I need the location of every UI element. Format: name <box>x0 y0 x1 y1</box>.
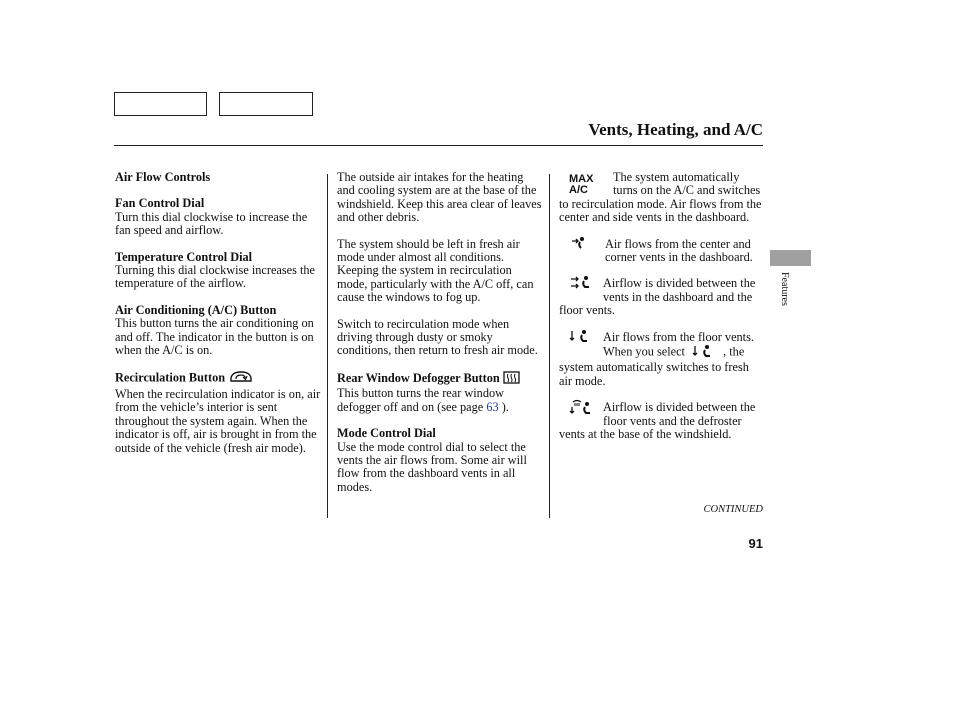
recirculation-icon <box>228 370 254 387</box>
dash-vent-block <box>559 238 763 265</box>
floor-vent-inline-icon <box>692 344 712 361</box>
floor-vent-block <box>559 331 763 389</box>
mode-text: Use the mode control dial to select the vents the air flows from. Some air will flow from the dashboard vents in all modes. <box>337 439 527 494</box>
floor-vent-text: Air flows from the floor vents. When you select , the system automatically switches to fresh air mode. <box>559 329 754 388</box>
defog-text: This button turns the rear window defogger off and on (see page 63 ). <box>337 386 509 414</box>
recirc-heading: Recirculation Button <box>115 370 321 387</box>
intake-text: The outside air intakes for the heating and cooling system are at the base of the windshield. Keep this area clear of leaves and other debris. <box>337 170 542 225</box>
column-3 <box>559 171 763 442</box>
floor-defrost-block <box>559 401 763 441</box>
title-rule <box>114 145 763 146</box>
recirc-advice-text: Switch to recirculation mode when driving through dusty or smoky conditions, then return to fresh air mode. <box>337 316 538 358</box>
fan-heading: Fan Control Dial <box>115 196 205 211</box>
fresh-air-text: The system should be left in fresh air mode under almost all conditions. Keeping the system in recirculation mode, particularly with the A/C off, can cause the windows to fog up. <box>337 236 534 305</box>
column-divider-2 <box>549 174 550 518</box>
column-divider-1 <box>327 174 328 518</box>
floor-vent-icon <box>569 329 589 346</box>
fan-text: Turn this dial clockwise to increase the fan speed and airflow. <box>115 209 308 238</box>
bilevel-vent-icon <box>569 275 591 292</box>
features-side-tab[interactable] <box>770 250 811 266</box>
dash-vent-text: Air flows from the center and corner vents in the dashboard. <box>605 236 753 265</box>
column-2 <box>337 171 543 494</box>
mode-heading: Mode Control Dial <box>337 426 436 441</box>
ac-text: This button turns the air conditioning on and off. The indicator in the button is on when the A/C is on. <box>115 316 314 358</box>
floor-defrost-icon <box>569 399 593 418</box>
section-heading: Air Flow Controls <box>115 170 211 184</box>
temp-heading: Temperature Control Dial <box>115 249 253 264</box>
max-ac-text: The system automatically turns on the A/C and switches to recirculation mode. Air flows from the center and side vents in the dashboard. <box>559 170 762 225</box>
temp-text: Turning this dial clockwise increases the temperature of the airflow. <box>115 263 316 291</box>
max-ac-icon: MAX A/C <box>569 173 594 196</box>
continued-label: CONTINUED <box>703 504 763 515</box>
rear-defogger-icon <box>503 371 520 387</box>
nav-box-1[interactable] <box>114 92 207 116</box>
dash-vent-icon <box>571 236 587 253</box>
nav-box-2[interactable] <box>219 92 313 116</box>
column-1 <box>115 171 321 455</box>
features-side-label: Features <box>779 272 790 306</box>
page-number: 91 <box>748 536 763 551</box>
ac-heading: Air Conditioning (A/C) Button <box>115 302 277 317</box>
page-link-63[interactable]: 63 <box>486 399 499 414</box>
max-ac-block <box>559 171 763 225</box>
defog-heading: Rear Window Defogger Button <box>337 371 543 387</box>
recirc-text: When the recirculation indicator is on, air from the vehicle’s interior is sent throughout the system again. When the indicator is off, air is brought in from the outside of the vehicle (fresh air mode). <box>115 386 321 455</box>
bilevel-text: Airflow is divided between the vents in the dashboard and the floor vents. <box>559 276 756 318</box>
page-title: Vents, Heating, and A/C <box>588 120 763 139</box>
floor-defrost-text: Airflow is divided between the floor vents and the defroster vents at the base of the windshield. <box>559 400 756 442</box>
bilevel-block <box>559 277 763 317</box>
